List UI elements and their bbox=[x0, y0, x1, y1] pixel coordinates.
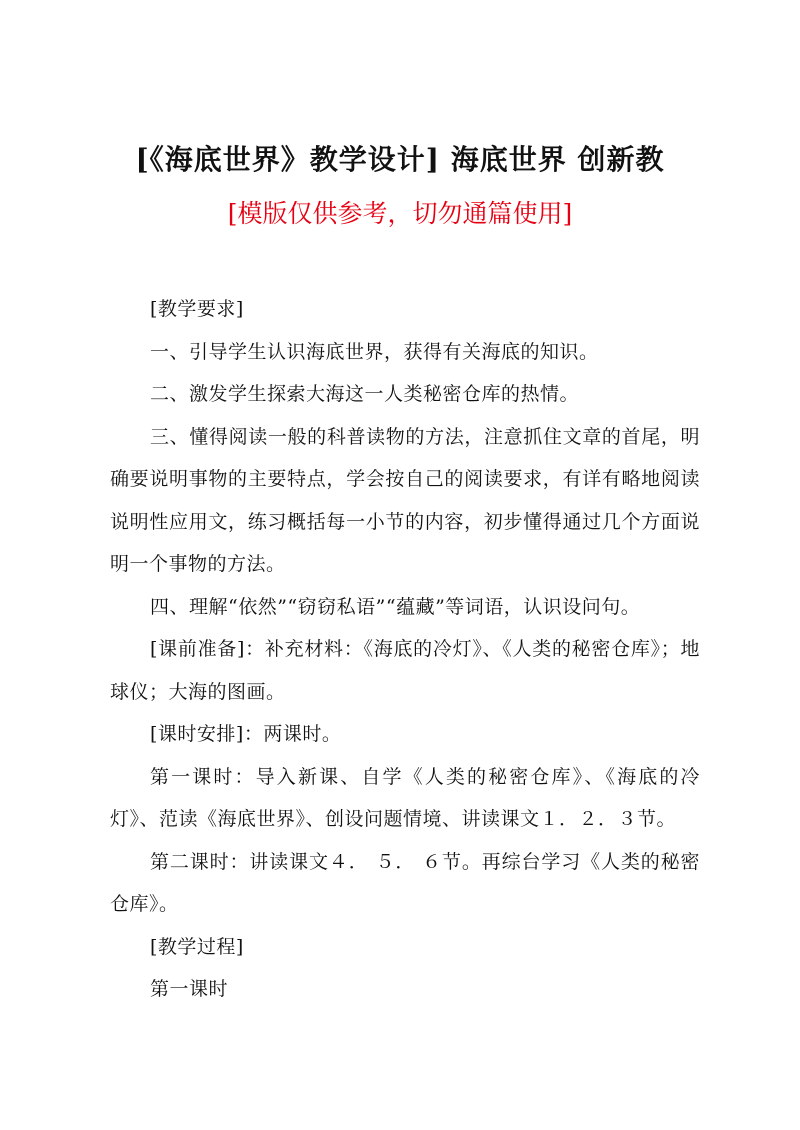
requirement-item-3: 三、懂得阅读一般的科普读物的方法，注意抓住文章的首尾，明确要说明事物的主要特点，学会按自己的阅读要求，有详有略地阅读说明性应用文，练习概括每一小节的内容，初步懂得通过几个方面说明一个事物的方法。 bbox=[110, 425, 700, 575]
lesson-two-plan: 第二课时：讲读课文４． ５． ６节。再综台学习《人类的秘密仓库》。 bbox=[110, 850, 700, 915]
lesson-one-plan: 第一课时：导入新课、自学《人类的秘密仓库》、《海底的冷灯》、范读《海底世界》、创设问题情境、讲读课文１．２．３节。 bbox=[110, 765, 700, 830]
requirement-item-4: 四、理解“依然”“窃窃私语”“蕴藏”等词语，认识设问句。 bbox=[150, 595, 641, 618]
document-body bbox=[110, 288, 700, 1011]
lesson-one-heading: 第一课时 bbox=[150, 978, 229, 1000]
requirement-item-1: 一、引导学生认识海底世界，获得有关海底的知识。 bbox=[150, 340, 599, 363]
requirement-item-2: 二、激发学生探索大海这一人类秘密仓库的热情。 bbox=[150, 383, 580, 405]
section-heading-process: [教学过程] bbox=[150, 935, 244, 958]
document-title: [《海底世界》教学设计] 海底世界 创新教 bbox=[135, 143, 665, 176]
template-notice: [模版仅供参考，切勿通篇使用] bbox=[227, 199, 573, 228]
preparation-paragraph: [课前准备]：补充材料：《海底的冷灯》、《人类的秘密仓库》；地球仪；大海的图画。 bbox=[110, 638, 700, 703]
section-heading-requirements: [教学要求] bbox=[150, 298, 244, 320]
schedule-paragraph: [课时安排]：两课时。 bbox=[150, 723, 342, 745]
